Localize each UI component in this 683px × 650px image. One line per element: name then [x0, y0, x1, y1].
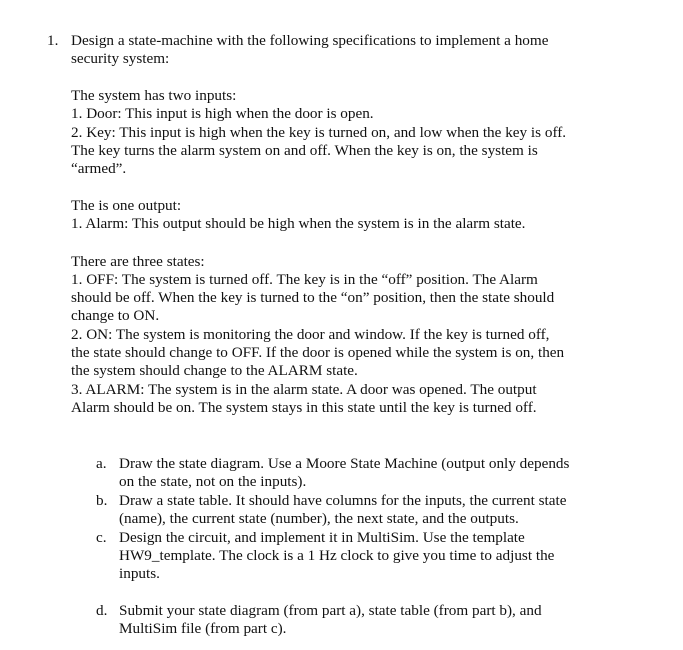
inputs-line-key: 2. Key: This input is high when the key is turned on, and low when the key is off. [71, 124, 567, 141]
states-heading: There are three states: [71, 253, 205, 270]
task-a-line-2: on the state, not on the inputs). [119, 473, 307, 490]
task-b-line-2: (name), the current state (number), the next state, and the outputs. [119, 510, 519, 527]
task-a-letter: a. [96, 455, 107, 472]
states-line-on-1: 2. ON: The system is monitoring the door and window. If the key is turned off, [71, 326, 550, 343]
task-d-line-2: MultiSim file (from part c). [119, 620, 287, 637]
inputs-line-armed: “armed”. [71, 160, 127, 177]
states-line-on-2: the state should change to OFF. If the door is opened while the system is on, then [71, 344, 565, 361]
task-c-letter: c. [96, 529, 107, 546]
states-line-on-3: the system should change to the ALARM state. [71, 362, 358, 379]
task-b-letter: b. [96, 492, 108, 509]
question-line-1: Design a state-machine with the following specifications to implement a home [71, 32, 549, 49]
task-c-line-1: Design the circuit, and implement it in MultiSim. Use the template [119, 529, 525, 546]
states-line-off-3: change to ON. [71, 307, 160, 324]
task-c-line-3: inputs. [119, 565, 160, 582]
output-line-alarm: 1. Alarm: This output should be high when the system is in the alarm state. [71, 215, 526, 232]
states-line-off-2: should be off. When the key is turned to the “on” position, then the state should [71, 289, 555, 306]
inputs-line-door: 1. Door: This input is high when the door is open. [71, 105, 374, 122]
task-c-line-2: HW9_template. The clock is a 1 Hz clock to give you time to adjust the [119, 547, 555, 564]
states-line-off-1: 1. OFF: The system is turned off. The key is in the “off” position. The Alarm [71, 271, 538, 288]
output-heading: The is one output: [71, 197, 182, 214]
task-d-letter: d. [96, 602, 108, 619]
inputs-heading: The system has two inputs: [71, 87, 237, 104]
states-line-alarm-2: Alarm should be on. The system stays in this state until the key is turned off. [71, 399, 537, 416]
task-a-line-1: Draw the state diagram. Use a Moore State Machine (output only depends [119, 455, 570, 472]
task-d-line-1: Submit your state diagram (from part a), state table (from part b), and [119, 602, 542, 619]
states-line-alarm-1: 3. ALARM: The system is in the alarm state. A door was opened. The output [71, 381, 537, 398]
task-b-line-1: Draw a state table. It should have columns for the inputs, the current state [119, 492, 567, 509]
question-line-2: security system: [71, 50, 170, 67]
inputs-line-key-desc: The key turns the alarm system on and off. When the key is on, the system is [71, 142, 538, 159]
question-number: 1. [47, 32, 59, 49]
